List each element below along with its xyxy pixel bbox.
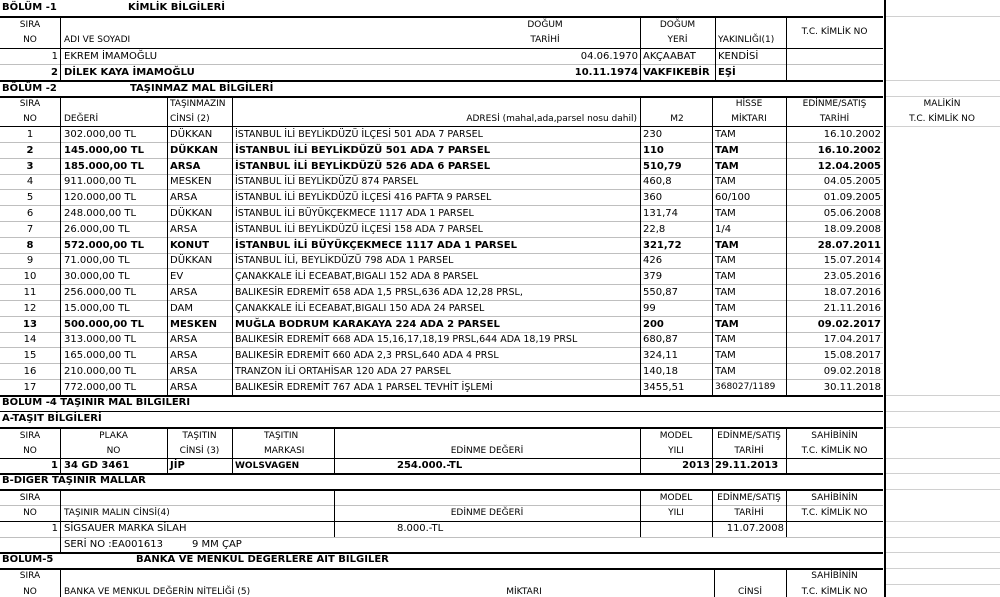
header-cinsi: CİNSİ (3) [179, 446, 220, 456]
property-row [0, 174, 1000, 189]
property-row [0, 253, 1000, 268]
vehicle-type: JİP [170, 460, 185, 471]
grid-line [786, 490, 787, 537]
property-value: 71.000,00 TL [64, 255, 130, 266]
section4-title-row [0, 395, 1000, 411]
header-malik-tc: T.C. KİMLİK NO [909, 114, 975, 124]
grid-line [60, 96, 61, 396]
row-no: 1 [26, 129, 34, 140]
section4b-header-row1 [0, 490, 1000, 506]
grid-line [232, 96, 233, 396]
property-share: TAM [715, 161, 739, 172]
section5-header-row1 [0, 568, 1000, 584]
section4b-title-row [0, 473, 1000, 489]
property-date: 18.09.2008 [823, 224, 881, 235]
property-m2: 3455,51 [643, 382, 685, 393]
side-grid-line [886, 80, 1000, 81]
property-address: İSTANBUL İLİ BEYLİKDÜZÜ 526 ADA 6 PARSEL [235, 161, 491, 172]
property-share: TAM [715, 255, 736, 266]
property-share: TAM [715, 271, 736, 282]
property-share: TAM [715, 208, 736, 219]
property-m2: 460,8 [643, 176, 672, 187]
property-address: ÇANAKKALE İLİ ECEABAT,BIGALI 150 ADA 24 PARSEL [235, 303, 485, 314]
header-malikin: MALİKİN [923, 99, 961, 109]
header-sahip-tc: T.C. KİMLİK NO [801, 446, 868, 456]
section5-title-row [0, 552, 1000, 568]
header-sira: SIRA [19, 571, 41, 581]
right-column [884, 0, 1000, 597]
header-sahip-tc: T.C. KİMLİK NO [801, 587, 868, 597]
property-share: TAM [715, 350, 736, 361]
property-date: 30.11.2018 [823, 382, 881, 393]
header-dogum-yeri: DOĞUM [659, 20, 696, 30]
property-date: 28.07.2011 [817, 240, 881, 251]
property-value: 210.000,00 TL [64, 366, 137, 377]
grid-line [60, 490, 61, 552]
property-address: İSTANBUL İLİ BÜYÜKÇEKMECE 1117 ADA 1 PARSEL [235, 240, 517, 251]
side-grid-line [886, 96, 1000, 97]
property-address: BALIKESİR EDREMİT 660 ADA 2,3 PRSL,640 ADA 4 PRSL [235, 350, 499, 361]
section2-header-row1 [0, 96, 1000, 112]
section1-row [0, 65, 1000, 81]
property-m2: 324,11 [643, 350, 678, 361]
vehicle-row [0, 458, 1000, 474]
header-model: MODEL [659, 493, 693, 503]
property-address: İSTANBUL İLİ BEYLİKDÜZÜ 501 ADA 7 PARSEL [235, 145, 491, 156]
property-value: 15.000,00 TL [64, 303, 130, 314]
property-type: ARSA [170, 192, 198, 203]
property-date: 21.11.2016 [823, 303, 881, 314]
movable-value: 8.000.-TL [397, 523, 444, 534]
property-type: ARSA [170, 382, 198, 393]
vehicle-year: 2013 [682, 460, 710, 471]
property-value: 572.000,00 TL [64, 240, 144, 251]
property-m2: 22,8 [643, 224, 666, 235]
property-date: 15.07.2014 [823, 255, 881, 266]
section1-row [0, 49, 1000, 65]
property-row [0, 380, 1000, 395]
birth-place: VAKFIKEBİR [643, 67, 710, 78]
side-grid-line [886, 427, 1000, 428]
property-value: 145.000,00 TL [64, 145, 144, 156]
section5-header-row2 [0, 584, 1000, 597]
property-address: BALIKESİR EDREMİT 767 ADA 1 PARSEL TEVHİT İŞLEMİ [235, 382, 493, 393]
property-share: TAM [715, 176, 736, 187]
section1-title-row [0, 0, 1000, 16]
row-no: 7 [26, 224, 34, 235]
property-share: TAM [715, 287, 736, 298]
row-no: 10 [23, 271, 37, 282]
section1-title: KİMLİK BİLGİLERİ [128, 2, 226, 13]
property-row [0, 332, 1000, 347]
row-no: 2 [26, 145, 34, 156]
side-grid-line [886, 16, 1000, 17]
grid-line [167, 428, 168, 473]
movable-name: SİGSAUER MARKA SİLAH [64, 523, 187, 534]
side-grid-line [886, 584, 1000, 585]
property-share: 368027/1189 [715, 382, 776, 392]
row-no: 9 [26, 255, 34, 266]
grid-line [60, 17, 61, 80]
property-row [0, 269, 1000, 284]
property-address: BALIKESİR EDREMİT 658 ADA 1,5 PRSL,636 ADA 12,28 PRSL, [235, 287, 523, 298]
header-no: NO [23, 35, 37, 45]
property-share: TAM [715, 303, 736, 314]
side-grid-line [886, 568, 1000, 569]
property-m2: 230 [643, 129, 663, 140]
property-m2: 99 [643, 303, 656, 314]
property-address: İSTANBUL İLİ BÜYÜKÇEKMECE 1117 ADA 1 PARSEL [235, 208, 474, 219]
header-cinsi: CİNSİ [737, 587, 763, 597]
grid-line [712, 96, 713, 396]
movable-row [0, 521, 1000, 537]
header-edinme-degeri: EDİNME DEĞERİ [450, 446, 524, 456]
grid-line [786, 96, 787, 396]
vehicle-brand: WOLSVAGEN [235, 461, 300, 471]
grid-line [232, 428, 233, 473]
side-grid-line [886, 473, 1000, 474]
header-tarihi: TARİHİ [819, 114, 850, 124]
row-no: 14 [23, 334, 37, 345]
side-grid-line [886, 552, 1000, 553]
property-type: DÜKKAN [170, 145, 219, 156]
section4b-title: B-DİĞER TAŞINIR MALLAR [2, 475, 146, 486]
header-tasinmazin: TAŞINMAZIN [170, 99, 226, 109]
side-grid-line [886, 395, 1000, 396]
row-no: 12 [23, 303, 37, 314]
property-date: 12.04.2005 [817, 161, 881, 172]
property-row [0, 159, 1000, 174]
header-niteligi: BANKA VE MENKUL DEĞERİN NİTELİĞİ (5) [64, 587, 251, 597]
property-row [0, 238, 1000, 253]
header-no: NO [23, 587, 37, 597]
section2-header-row2 [0, 111, 1000, 127]
row-no: 11 [23, 287, 37, 298]
row-no: 15 [23, 350, 37, 361]
header-yeri: YERİ [667, 35, 688, 45]
section1-header-row2 [0, 32, 1000, 48]
movable-serial-row [0, 537, 1000, 553]
property-share: TAM [715, 240, 739, 251]
side-grid-line [886, 411, 1000, 412]
property-value: 30.000,00 TL [64, 271, 130, 282]
property-type: EV [170, 271, 184, 282]
person-name: DİLEK KAYA İMAMOĞLU [64, 67, 195, 78]
birth-date: 10.11.1974 [574, 67, 638, 78]
property-value: 165.000,00 TL [64, 350, 137, 361]
property-share: TAM [715, 366, 736, 377]
property-share: TAM [715, 145, 739, 156]
grid-line [714, 568, 715, 597]
header-tasitin: TAŞITIN [182, 431, 217, 441]
header-tasitin-marka: TAŞITIN [264, 431, 299, 441]
relation: EŞİ [718, 67, 736, 78]
movable-date: 11.07.2008 [726, 523, 784, 534]
property-type: DÜKKAN [170, 208, 213, 219]
birth-place: AKÇAABAT [643, 51, 696, 62]
grid-line [60, 428, 61, 473]
grid-line [715, 17, 716, 80]
grid-line [640, 17, 641, 80]
grid-line [786, 17, 787, 80]
property-date: 05.06.2008 [823, 208, 881, 219]
property-share: TAM [715, 334, 736, 345]
property-address: MUĞLA BODRUM KARAKAYA 224 ADA 2 PARSEL [235, 319, 500, 330]
property-row [0, 285, 1000, 300]
property-row [0, 364, 1000, 379]
header-sira: SIRA [19, 431, 41, 441]
header-tc: T.C. KİMLİK NO [801, 27, 868, 37]
property-value: 500.000,00 TL [64, 319, 144, 330]
grid-line [786, 428, 787, 473]
section4a-title-row [0, 411, 1000, 427]
property-m2: 680,87 [643, 334, 678, 345]
property-type: ARSA [170, 287, 198, 298]
section4a-header-row1 [0, 428, 1000, 444]
property-m2: 510,79 [643, 161, 682, 172]
row-no: 8 [26, 240, 34, 251]
property-address: ÇANAKKALE İLİ ECEABAT,BIGALI 152 ADA 8 PARSEL [235, 271, 479, 282]
vehicle-value: 254.000.-TL [397, 460, 463, 471]
header-cinsi: CİNSİ (2) [170, 114, 210, 124]
row-no: 13 [23, 319, 37, 330]
property-address: İSTANBUL İLİ BEYLİKDÜZÜ 874 PARSEL [235, 176, 419, 187]
header-degeri: DEĞERİ [64, 114, 99, 124]
property-row [0, 222, 1000, 237]
header-sahip-tc: T.C. KİMLİK NO [801, 508, 868, 518]
header-tarihi: TARİHİ [530, 35, 560, 45]
property-type: MESKEN [170, 319, 217, 330]
header-sira: SIRA [19, 493, 41, 503]
grid-line [712, 428, 713, 473]
section1-label: BÖLÜM -1 [2, 2, 57, 13]
grid-line [640, 490, 641, 537]
property-share: TAM [715, 319, 739, 330]
birth-date: 04.06.1970 [580, 51, 638, 62]
section5-label: BÖLÜM-5 [2, 554, 54, 565]
grid-line [640, 428, 641, 473]
property-type: ARSA [170, 334, 198, 345]
property-type: MESKEN [170, 176, 212, 187]
row-no: 4 [26, 176, 34, 187]
row-no: 16 [23, 366, 37, 377]
grid-line [712, 490, 713, 537]
property-type: ARSA [170, 224, 198, 235]
property-share: 60/100 [715, 192, 751, 203]
property-m2: 550,87 [643, 287, 678, 298]
section2-title-row [0, 81, 1000, 97]
property-m2: 379 [643, 271, 663, 282]
property-value: 185.000,00 TL [64, 161, 144, 172]
property-type: ARSA [170, 161, 201, 172]
header-plaka-no: NO [106, 446, 121, 456]
property-value: 313.000,00 TL [64, 334, 137, 345]
row-no: 1 [51, 51, 58, 62]
property-value: 911.000,00 TL [64, 176, 137, 187]
header-edinme: EDİNME/SATIŞ [717, 431, 781, 441]
grid-line [640, 96, 641, 396]
side-grid-line [886, 458, 1000, 459]
property-date: 09.02.2018 [823, 366, 881, 377]
header-malin-cinsi: TAŞINIR MALIN CİNSİ(4) [64, 508, 170, 518]
property-value: 26.000,00 TL [64, 224, 130, 235]
property-row [0, 143, 1000, 158]
side-grid-line [886, 126, 1000, 127]
property-type: DÜKKAN [170, 129, 213, 140]
property-date: 18.07.2016 [823, 287, 881, 298]
header-m2: M2 [670, 114, 684, 124]
header-miktari: MİKTARI [506, 587, 542, 597]
property-share: 1/4 [715, 224, 732, 235]
section5-title: BANKA VE MENKUL DEĞERLERE AİT BİLGİLER [136, 554, 389, 565]
row-no: 5 [26, 192, 34, 203]
grid-line [334, 490, 335, 537]
vehicle-date: 29.11.2013 [715, 460, 779, 471]
property-value: 772.000,00 TL [64, 382, 137, 393]
row-no: 2 [51, 67, 58, 78]
property-address: BALIKESİR EDREMİT 668 ADA 15,16,17,18,19 PRSL,644 ADA 18,19 PRSL [235, 334, 578, 345]
property-date: 15.08.2017 [823, 350, 881, 361]
side-grid-line [886, 537, 1000, 538]
row-no: 1 [51, 460, 58, 471]
row-no: 3 [26, 161, 34, 172]
property-type: ARSA [170, 366, 198, 377]
header-no: NO [23, 114, 37, 124]
property-row [0, 348, 1000, 363]
side-grid-line [886, 489, 1000, 490]
header-edinme: EDİNME/SATIŞ [717, 493, 781, 503]
property-m2: 200 [643, 319, 664, 330]
property-type: ARSA [170, 350, 198, 361]
movable-serial: SERİ NO :EA001613 [64, 539, 163, 550]
property-address: TRANZON İLİ ORTAHİSAR 120 ADA 27 PARSEL [235, 366, 451, 377]
section4-label: BÖLÜM -4 TAŞINIR MAL BİLGİLERİ [2, 397, 191, 408]
property-m2: 321,72 [643, 240, 682, 251]
header-hisse: HİSSE [735, 99, 763, 109]
property-share: TAM [715, 129, 736, 140]
grid-line [334, 428, 335, 473]
side-grid-line [886, 521, 1000, 522]
property-row [0, 190, 1000, 205]
property-m2: 110 [643, 145, 664, 156]
property-m2: 140,18 [643, 366, 678, 377]
header-yili: YILI [668, 446, 684, 456]
property-row [0, 317, 1000, 332]
property-m2: 426 [643, 255, 663, 266]
property-address: İSTANBUL İLİ BEYLİKDÜZÜ İLÇESİ 501 ADA 7 PARSEL [235, 129, 483, 140]
property-row [0, 127, 1000, 142]
header-model: MODEL [659, 431, 693, 441]
property-m2: 360 [643, 192, 663, 203]
property-type: DÜKKAN [170, 255, 213, 266]
header-dogum: DOĞUM [527, 20, 563, 30]
grid-line [786, 568, 787, 597]
property-address: İSTANBUL İLİ, BEYLİKDÜZÜ 798 ADA 1 PARSEL [235, 255, 454, 266]
header-markasi: MARKASI [264, 446, 305, 456]
property-date: 01.09.2005 [823, 192, 881, 203]
header-sahibinin: SAHİBİNİN [811, 493, 858, 503]
header-sira: SIRA [19, 20, 41, 30]
property-row [0, 206, 1000, 221]
property-date: 04.05.2005 [823, 176, 881, 187]
section2-title: TAŞINMAZ MAL BİLGİLERİ [130, 83, 274, 94]
property-address: İSTANBUL İLİ BEYLİKDÜZÜ İLÇESİ 158 ADA 7 PARSEL [235, 224, 483, 235]
property-date: 09.02.2017 [817, 319, 881, 330]
header-yakinligi: YAKINLIĞI(1) [718, 35, 775, 45]
property-value: 120.000,00 TL [64, 192, 137, 203]
header-edinme-degeri: EDİNME DEĞERİ [450, 508, 524, 518]
section2-label: BÖLÜM -2 [2, 83, 57, 94]
property-value: 302.000,00 TL [64, 129, 137, 140]
property-value: 248.000,00 TL [64, 208, 137, 219]
header-tarihi: TARİHİ [734, 446, 764, 456]
property-date: 16.10.2002 [823, 129, 881, 140]
header-sahibinin: SAHİBİNİN [811, 571, 858, 581]
header-adres: ADRESİ (mahal,ada,parsel nosu dahil) [466, 114, 637, 124]
property-date: 23.05.2016 [823, 271, 881, 282]
section4a-title: A-TAŞIT BİLGİLERİ [2, 413, 102, 424]
property-row [0, 301, 1000, 316]
header-no: NO [23, 508, 37, 518]
header-sahibinin: SAHİBİNİN [811, 431, 858, 441]
row-no: 17 [23, 382, 37, 393]
property-type: KONUT [170, 240, 210, 251]
section4b-header-row2 [0, 505, 1000, 521]
header-adi-soyadi: ADI VE SOYADI [64, 35, 131, 45]
header-no: NO [23, 446, 37, 456]
property-date: 16.10.2002 [817, 145, 881, 156]
row-no: 1 [51, 523, 58, 534]
movable-caliber: 9 MM ÇAP [192, 539, 242, 550]
header-yili: YILI [668, 508, 684, 518]
property-date: 17.04.2017 [823, 334, 881, 345]
grid-line [167, 96, 168, 396]
property-type: DAM [170, 303, 193, 314]
property-address: İSTANBUL İLİ BEYLİKDÜZÜ İLÇESİ 416 PAFTA 9 PARSEL [235, 192, 492, 203]
header-edinme: EDİNME/SATIŞ [802, 99, 867, 109]
header-plaka: PLAKA [99, 431, 128, 441]
relation: KENDİSİ [718, 51, 759, 62]
section4a-header-row2 [0, 443, 1000, 459]
header-sira: SIRA [19, 99, 41, 109]
header-tarihi: TARİHİ [734, 508, 764, 518]
person-name: EKREM İMAMOĞLU [64, 51, 158, 62]
row-no: 6 [26, 208, 34, 219]
property-value: 256.000,00 TL [64, 287, 137, 298]
property-m2: 131,74 [643, 208, 678, 219]
vehicle-plate: 34 GD 3461 [64, 460, 130, 471]
grid-line [60, 568, 61, 597]
header-miktari: MİKTARI [731, 114, 767, 124]
